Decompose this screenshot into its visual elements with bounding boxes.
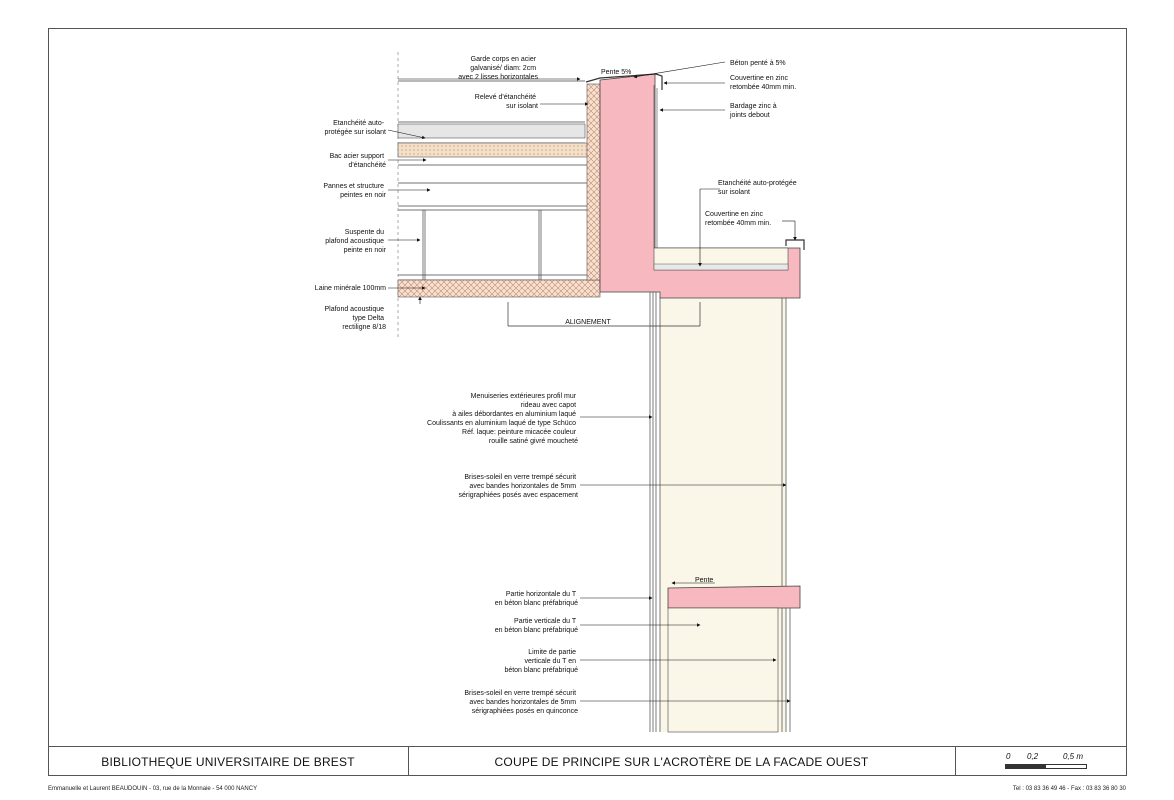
t-beam-vertical bbox=[668, 608, 778, 732]
label-laine: Laine minérale 100mm bbox=[314, 285, 386, 292]
label-limite: Limite de partie verticale du T en béton blanc préfabriqué bbox=[504, 649, 578, 674]
label-pente-top: Pente 5% bbox=[601, 69, 632, 76]
roof-insulation bbox=[398, 143, 588, 157]
label-suspente: Suspente du plafond acoustique peinte en noir bbox=[325, 229, 386, 254]
drawing-title: COUPE DE PRINCIPE SUR L'ACROTÈRE DE LA FACADE OUEST bbox=[494, 754, 869, 769]
label-pente-bottom: Pente bbox=[695, 577, 714, 584]
footer-contact: Tel : 03 83 36 49 46 - Fax : 03 83 36 80 30 bbox=[1012, 786, 1126, 792]
footer-address: Emmanuelle et Laurent BEAUDOUIN - 03, rue de la Monnaie - 54 000 NANCY bbox=[48, 786, 258, 792]
label-beton: Béton penté à 5% bbox=[730, 60, 786, 67]
membrane bbox=[398, 124, 585, 138]
scale-bar bbox=[1005, 764, 1087, 769]
title-block bbox=[48, 746, 1127, 776]
label-etancheite-2: Etanchéité auto-protégée sur isolant bbox=[718, 180, 797, 196]
label-releve: Relevé d'étanchéité sur isolant bbox=[474, 94, 538, 110]
label-partie-verticale: Partie verticale du T en béton blanc préfabriqué bbox=[494, 618, 578, 634]
title-divider bbox=[955, 747, 956, 776]
label-etancheite: Etanchéité auto- protégée sur isolant bbox=[324, 120, 386, 136]
label-garde-corps: Garde corps en acier galvanisé/ diam: 2cm avec 2 lisses horizontales bbox=[458, 56, 538, 81]
label-alignement: ALIGNEMENT bbox=[565, 319, 611, 326]
upstand-insulation bbox=[587, 84, 600, 280]
label-menuiseries: Menuiseries extérieures profil mur rideau avec capot à ailes débordantes en aluminium laqué Coulissants en aluminium laqué de type Schüco Réf. laque: peinture micacée couleur rouille satiné givré moucheté bbox=[427, 393, 578, 445]
scale-label-mid: 0,2 bbox=[1027, 752, 1039, 761]
scale-label-0: 0 bbox=[1006, 752, 1011, 761]
t-beam-horizontal bbox=[668, 586, 800, 608]
label-partie-horizontale: Partie horizontale du T en béton blanc préfabriqué bbox=[494, 591, 578, 607]
mineral-wool bbox=[398, 280, 600, 297]
gutter-membrane bbox=[654, 264, 788, 270]
project-title: BIBLIOTHEQUE UNIVERSITAIRE DE BREST bbox=[101, 754, 355, 769]
label-plafond: Plafond acoustique type Delta rectiligne 8/18 bbox=[324, 306, 386, 331]
scale-label-end: 0,5 m bbox=[1063, 752, 1084, 761]
label-brises-soleil-1: Brises-soleil en verre trempé sécurit avec bandes horizontales de 5mm sérigraphiées posés avec espacement bbox=[458, 474, 578, 499]
label-bardage: Bardage zinc à joints debout bbox=[730, 103, 777, 119]
label-brises-soleil-2: Brises-soleil en verre trempé sécurit avec bandes horizontales de 5mm sérigraphiées posés en quinconce bbox=[464, 690, 578, 715]
label-pannes: Pannes et structure peintes en noir bbox=[323, 183, 386, 199]
label-bac-acier: Bac acier support d'étanchéité bbox=[329, 153, 386, 169]
labels-right bbox=[705, 60, 799, 227]
label-couvertine-2: Couvertine en zinc retombée 40mm min. bbox=[705, 211, 772, 227]
label-couvertine-1: Couvertine en zinc retombée 40mm min. bbox=[730, 75, 797, 91]
